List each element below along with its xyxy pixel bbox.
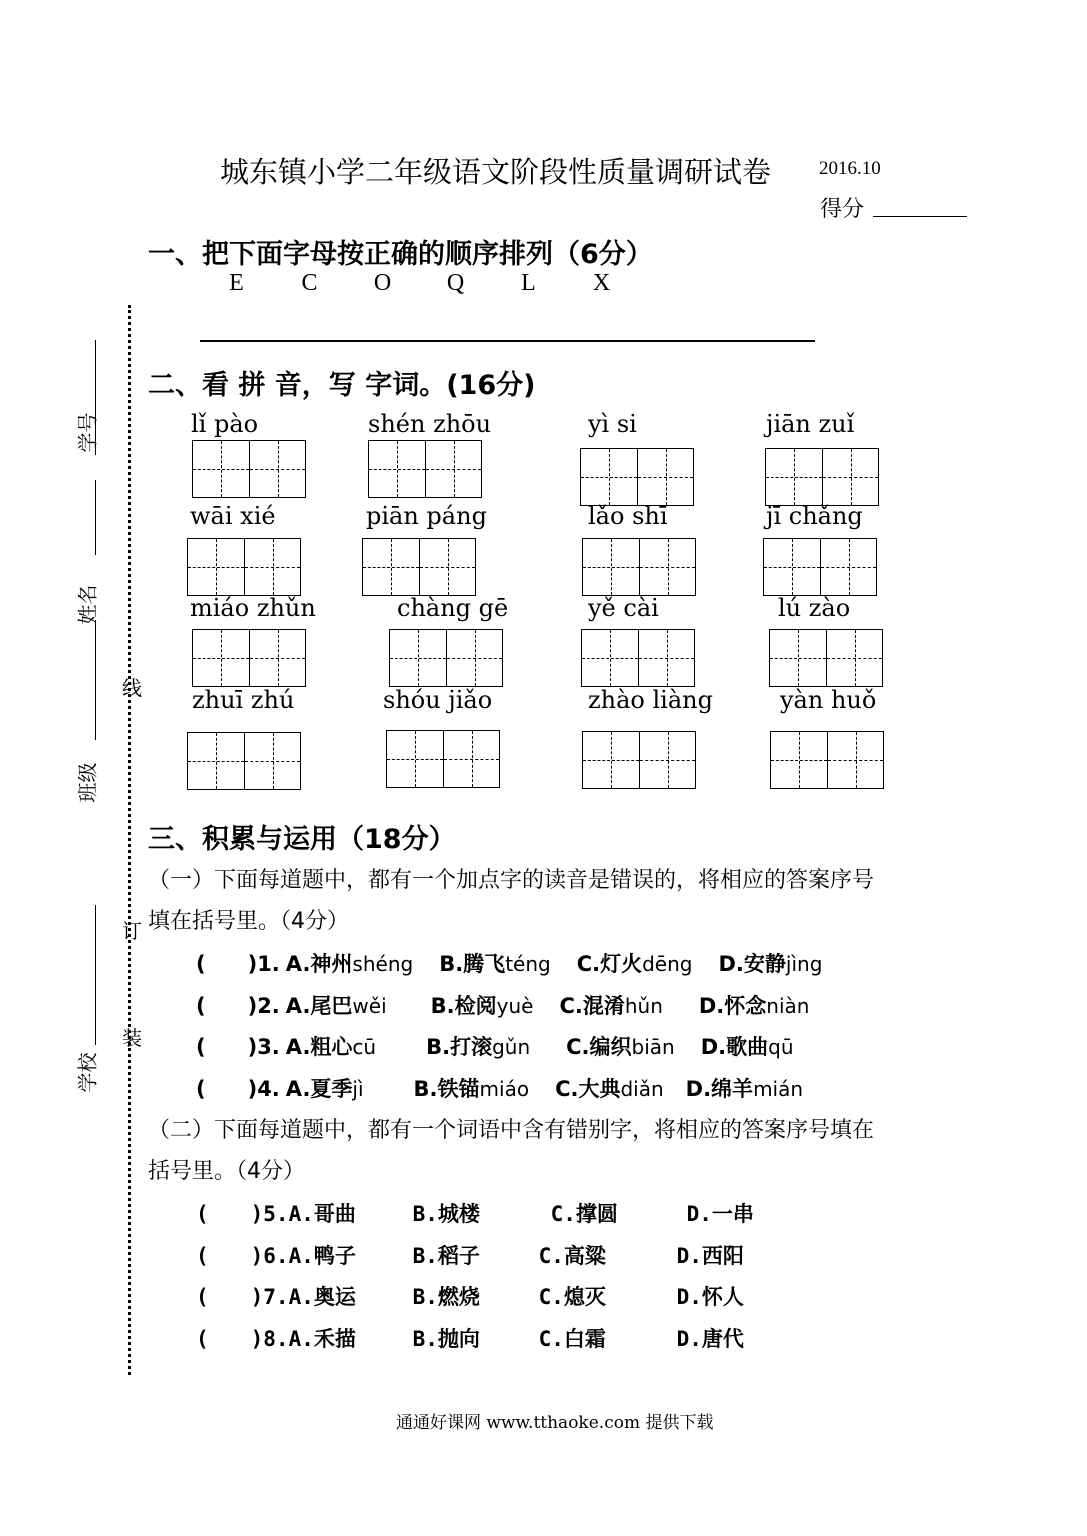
binding-dotted-line bbox=[128, 305, 131, 1375]
score-label: 得分 bbox=[820, 197, 865, 222]
binding-ding-label: 订 bbox=[122, 919, 142, 943]
writing-grid[interactable] bbox=[187, 732, 301, 790]
class-label: 班级 bbox=[75, 762, 100, 803]
writing-grid[interactable] bbox=[582, 731, 696, 789]
letter-item: X bbox=[592, 270, 611, 296]
letter-item: O bbox=[373, 270, 392, 296]
writing-grid[interactable] bbox=[769, 629, 883, 687]
pinyin-label: zhào liàng bbox=[588, 686, 713, 714]
writing-grid[interactable] bbox=[386, 730, 500, 788]
name-label: 姓名 bbox=[75, 584, 100, 625]
question-number[interactable]: ( )1. bbox=[196, 952, 280, 976]
score-blank[interactable] bbox=[873, 216, 967, 217]
writing-grid[interactable] bbox=[362, 538, 476, 596]
writing-grid[interactable] bbox=[582, 538, 696, 596]
section2-title: 二、看 拼 音，写 字词。(16分) bbox=[148, 370, 536, 401]
part2-instruction-cont: 括号里。（4分） bbox=[148, 1159, 305, 1184]
writing-grid[interactable] bbox=[368, 440, 482, 498]
pinyin-label: piān páng bbox=[366, 502, 487, 530]
mc-question: ( )1. A.神州shéng B.腾飞téng C.灯火dēng D.安静jìng bbox=[196, 952, 823, 976]
mc-question: ( )3. A.粗心cū B.打滚gǔn C.编织biān D.歌曲qū bbox=[196, 1035, 794, 1059]
pinyin-label: jiān zuǐ bbox=[766, 410, 855, 438]
question-number[interactable]: ( )4. bbox=[196, 1077, 280, 1101]
question-number[interactable]: ( )8. bbox=[196, 1327, 289, 1351]
question-number[interactable]: ( )2. bbox=[196, 994, 280, 1018]
pinyin-label: miáo zhǔn bbox=[190, 594, 316, 622]
footer-credit: 通通好课网 www.tthaoke.com 提供下载 bbox=[396, 1413, 714, 1433]
writing-grid[interactable] bbox=[580, 448, 694, 506]
wrong-char-question: ( )8.A.禾描 B.抛向 C.白霜 D.唐代 bbox=[196, 1327, 744, 1351]
school-blank[interactable] bbox=[95, 905, 96, 1045]
name-blank[interactable] bbox=[95, 480, 96, 555]
mc-question: ( )2. A.尾巴wěi B.检阅yuè C.混淆hǔn D.怀念niàn bbox=[196, 994, 810, 1018]
writing-grid[interactable] bbox=[763, 538, 877, 596]
name-blank-lower[interactable] bbox=[95, 620, 96, 740]
wrong-char-question: ( )5.A.哥曲 B.城楼 C.撑圆 D.一串 bbox=[196, 1202, 754, 1226]
writing-grid[interactable] bbox=[192, 440, 306, 498]
question-number[interactable]: ( )6. bbox=[196, 1244, 289, 1268]
binding-zhuang-label: 装 bbox=[122, 1026, 142, 1050]
section3-title: 三、积累与运用（18分） bbox=[148, 824, 456, 855]
letter-item: C bbox=[301, 270, 318, 296]
pinyin-label: shóu jiǎo bbox=[383, 686, 493, 714]
question-number[interactable]: ( )3. bbox=[196, 1035, 280, 1059]
writing-grid[interactable] bbox=[770, 731, 884, 789]
letter-item: E bbox=[229, 270, 244, 296]
pinyin-label: shén zhōu bbox=[368, 410, 492, 438]
pinyin-label: yì si bbox=[588, 410, 637, 438]
question-number[interactable]: ( )7. bbox=[196, 1285, 289, 1309]
writing-grid[interactable] bbox=[581, 629, 695, 687]
pinyin-label: chàng gē bbox=[397, 594, 509, 622]
question-number[interactable]: ( )5. bbox=[196, 1202, 289, 1226]
writing-grid[interactable] bbox=[765, 448, 879, 506]
wrong-char-question: ( )6.A.鸭子 B.稻子 C.高粱 D.西阳 bbox=[196, 1244, 744, 1268]
part1-instruction-cont: 填在括号里。（4分） bbox=[148, 909, 349, 934]
writing-grid[interactable] bbox=[389, 629, 503, 687]
letter-answer-line[interactable] bbox=[200, 340, 815, 342]
binding-xian-label: 线 bbox=[122, 676, 142, 700]
letter-list bbox=[200, 270, 640, 297]
part2-instruction: （二）下面每道题中，都有一个词语中含有错别字，将相应的答案序号填在 bbox=[148, 1118, 875, 1143]
student-no-label: 学号 bbox=[75, 412, 100, 453]
part1-instruction: （一）下面每道题中，都有一个加点字的读音是错误的，将相应的答案序号 bbox=[148, 868, 875, 893]
pinyin-label: lǐ pào bbox=[191, 410, 259, 438]
school-label: 学校 bbox=[75, 1052, 100, 1093]
pinyin-label: lú zào bbox=[778, 594, 851, 622]
section1-title: 一、把下面字母按正确的顺序排列（6分） bbox=[148, 239, 653, 270]
pinyin-label: jī chǎng bbox=[766, 502, 863, 530]
letter-item: L bbox=[521, 270, 536, 296]
pinyin-label: wāi xié bbox=[190, 502, 276, 530]
pinyin-label: zhuī zhú bbox=[192, 686, 295, 714]
wrong-char-question: ( )7.A.奥运 B.燃烧 C.熄灭 D.怀人 bbox=[196, 1285, 744, 1309]
mc-question: ( )4. A.夏季jì B.铁锚miáo C.大典diǎn D.绵羊mián bbox=[196, 1077, 804, 1101]
pinyin-label: yě cài bbox=[588, 594, 659, 622]
writing-grid[interactable] bbox=[192, 629, 306, 687]
writing-grid[interactable] bbox=[187, 538, 301, 596]
pinyin-label: yàn huǒ bbox=[780, 686, 877, 714]
pinyin-label: lǎo shī bbox=[588, 502, 668, 530]
letter-item: Q bbox=[446, 270, 465, 296]
exam-title: 城东镇小学二年级语文阶段性质量调研试卷 bbox=[220, 155, 772, 189]
exam-date: 2016.10 bbox=[819, 158, 881, 179]
